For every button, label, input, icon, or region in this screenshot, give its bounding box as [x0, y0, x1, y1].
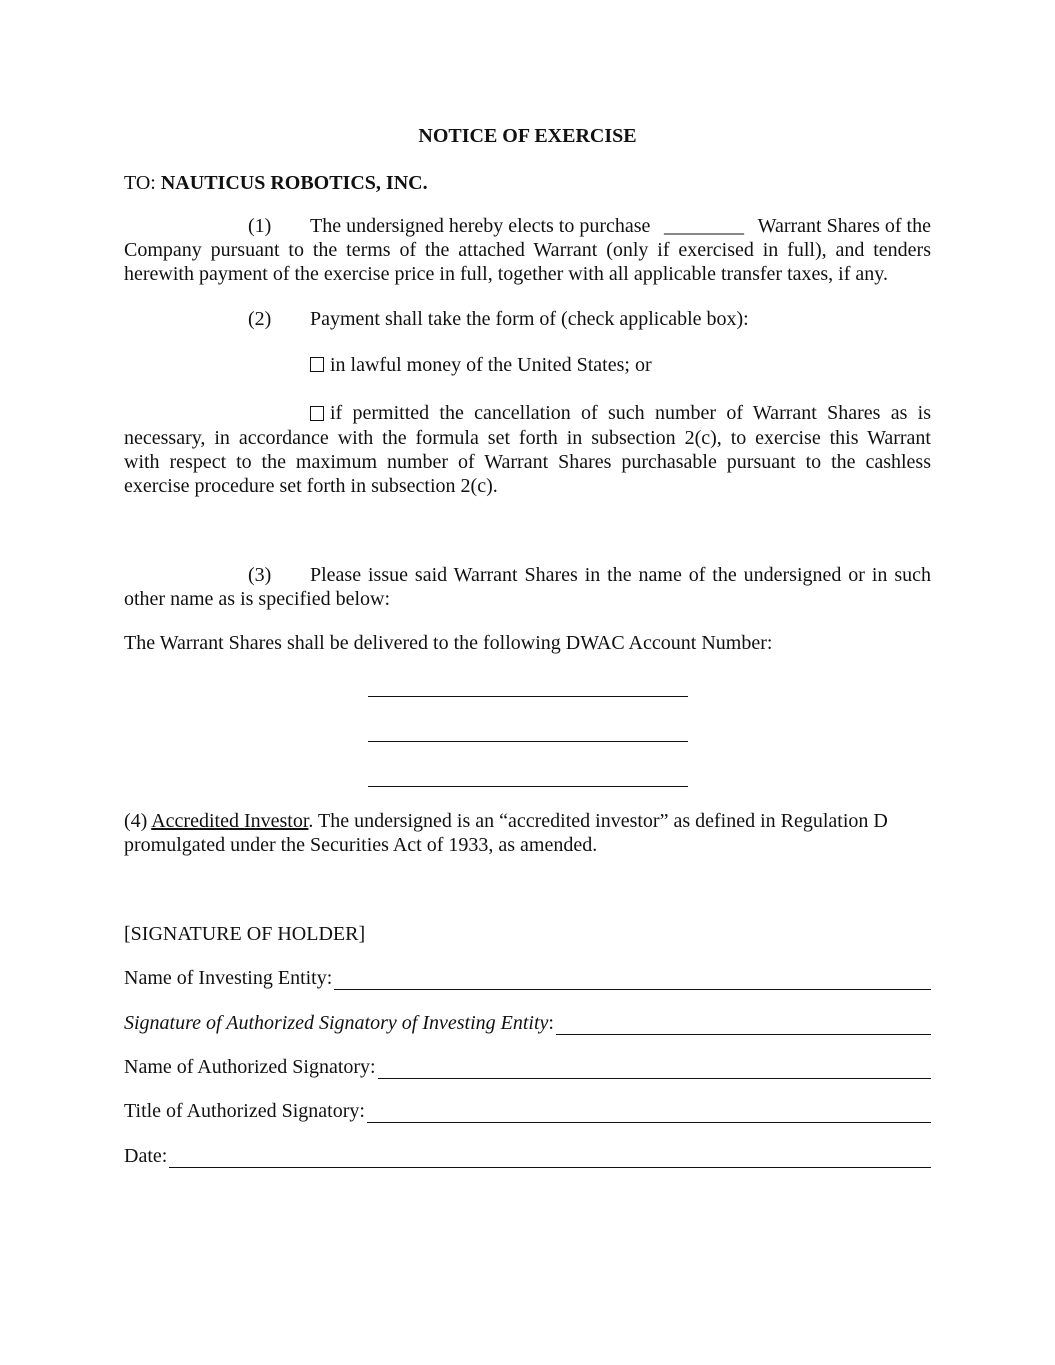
title-of-authorized-signatory-field[interactable]: [367, 1103, 931, 1123]
name-of-authorized-signatory-field[interactable]: [378, 1059, 931, 1079]
checkbox-cash[interactable]: [310, 357, 324, 372]
title-of-authorized-signatory-label: Title of Authorized Signatory:: [124, 1100, 365, 1122]
warrant-shares-blank: ________: [664, 215, 745, 237]
company-name: NAUTICUS ROBOTICS, INC.: [160, 172, 428, 194]
section4-text-a: . The undersigned is an “accredited investor” as defined in Regulation D: [308, 810, 888, 832]
section4-line2: promulgated under the Securities Act of 1933, as amended.: [124, 834, 598, 856]
option-cash-label: in lawful money of the United States; or: [330, 354, 652, 376]
section2-number: (2): [248, 308, 272, 330]
section3-number: (3): [248, 564, 272, 586]
name-of-investing-entity-field[interactable]: [334, 970, 931, 990]
section4-line1: [124, 809, 888, 833]
option-cashless-line2: necessary, in accordance with the formula set forth in subsection 2(c), to exercise this Warrant: [124, 427, 931, 449]
payment-option-cashless: [310, 401, 931, 425]
to-prefix: TO:: [124, 172, 156, 194]
date-row: [124, 1144, 931, 1168]
section4-number: (4): [124, 810, 148, 832]
section3-line1: Please issue said Warrant Shares in the name of the undersigned or in such: [310, 564, 931, 586]
page-title: NOTICE OF EXERCISE: [418, 125, 637, 147]
title-of-authorized-signatory-row: [124, 1099, 931, 1123]
accredited-investor-heading: Accredited Investor: [151, 810, 309, 832]
signature-heading: [SIGNATURE OF HOLDER]: [124, 923, 366, 945]
section1-text-a: The undersigned hereby elects to purchase: [310, 215, 651, 237]
section1-line2: Company pursuant to the terms of the attached Warrant (only if exercised in full), and tenders: [124, 239, 931, 261]
dwac-account-line-3[interactable]: [368, 786, 688, 787]
section1-text-b: Warrant Shares of the: [757, 215, 931, 237]
name-of-authorized-signatory-row: [124, 1055, 931, 1079]
checkbox-cashless[interactable]: [310, 406, 324, 421]
addressee-line: [124, 171, 428, 195]
section1-number: (1): [248, 215, 272, 237]
section1-line3: herewith payment of the exercise price in full, together with all applicable transfer taxes, if any.: [124, 263, 888, 285]
date-field[interactable]: [169, 1148, 931, 1168]
date-label: Date:: [124, 1145, 168, 1167]
name-of-investing-entity-row: [124, 966, 931, 990]
dwac-instruction: The Warrant Shares shall be delivered to the following DWAC Account Number:: [124, 632, 773, 654]
option-cashless-line3: with respect to the maximum number of Warrant Shares purchasable pursuant to the cashless: [124, 451, 931, 473]
dwac-account-line-1[interactable]: [368, 696, 688, 697]
section1-line1: [310, 214, 931, 238]
option-cashless-line4: exercise procedure set forth in subsection 2(c).: [124, 475, 498, 497]
name-of-investing-entity-label: Name of Investing Entity:: [124, 967, 333, 989]
payment-option-cash: [310, 353, 652, 377]
name-of-authorized-signatory-label: Name of Authorized Signatory:: [124, 1056, 376, 1078]
dwac-account-line-2[interactable]: [368, 741, 688, 742]
option-cashless-line1: if permitted the cancellation of such number of Warrant Shares as is: [330, 402, 931, 424]
authorized-signature-row: [124, 1011, 931, 1035]
section2-text: Payment shall take the form of (check applicable box):: [310, 308, 749, 330]
authorized-signature-label-text: Signature of Authorized Signatory of Investing Entity: [124, 1012, 549, 1034]
authorized-signature-field[interactable]: [556, 1015, 931, 1035]
section3-line2: other name as is specified below:: [124, 588, 391, 610]
authorized-signature-label: [124, 1011, 554, 1035]
authorized-signature-colon: :: [548, 1012, 554, 1034]
